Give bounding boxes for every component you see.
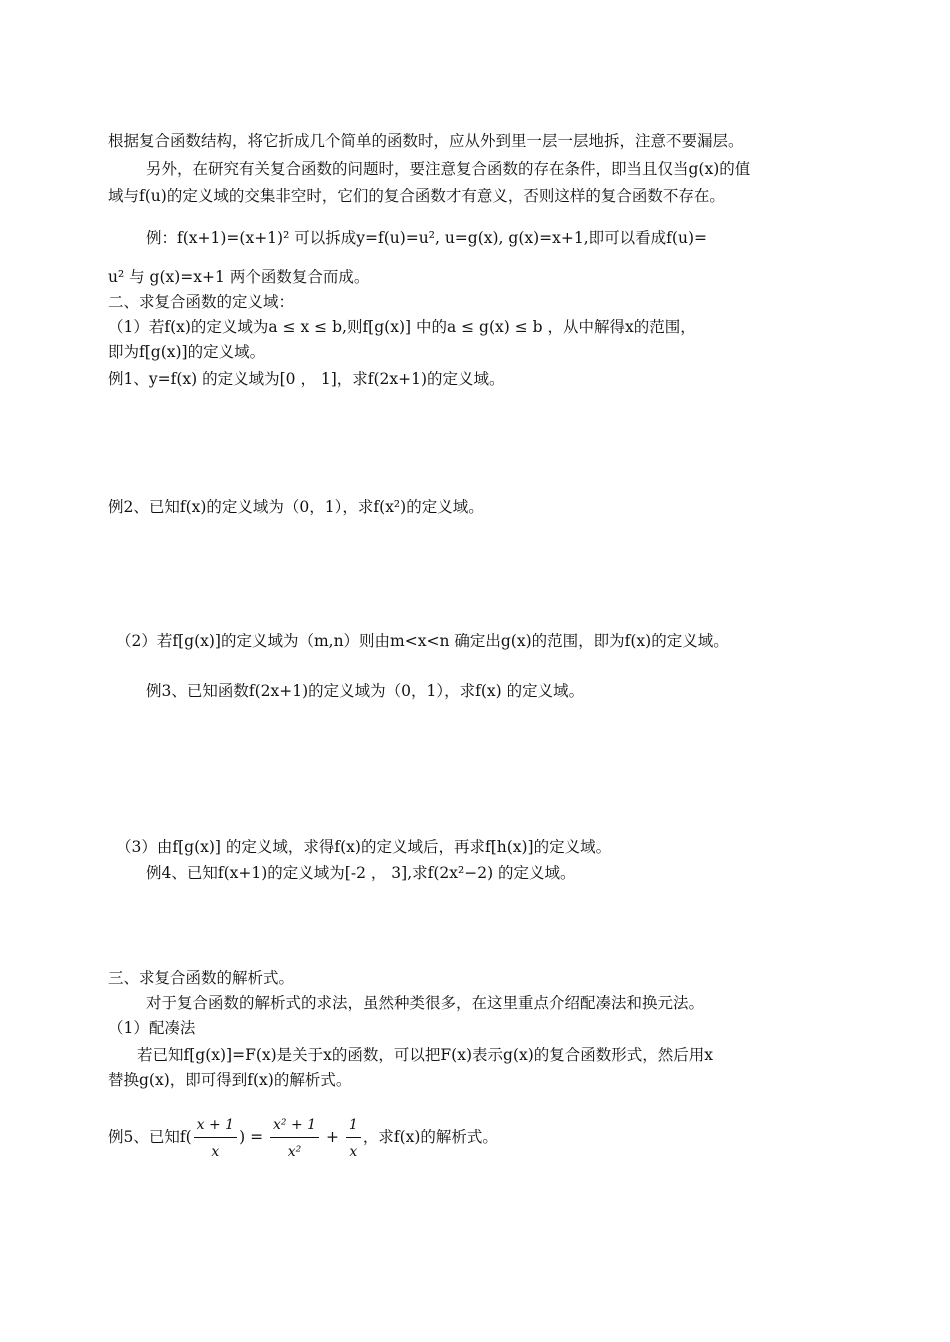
equals-sign: ) =	[239, 1128, 264, 1146]
text-line: （3）由f[g(x)] 的定义域，求得f(x)的定义域后，再求f[h(x)]的定义域。	[116, 838, 612, 856]
example-line: 例2、已知f(x)的定义域为（0，1），求f(x²)的定义域。	[108, 498, 484, 516]
text-line: 域与f(u)的定义域的交集非空时，它们的复合函数才有意义，否则这样的复合函数不存在。	[108, 187, 725, 205]
subsection-heading: （1）配凑法	[108, 1019, 196, 1037]
example-line: 例4、已知f(x+1)的定义域为[-2 ， 3],求f(2x²−2) 的定义域。	[146, 864, 576, 882]
fraction-2-numerator: x² + 1	[270, 1116, 319, 1138]
example-5-prefix: 例5、已知f(	[108, 1128, 192, 1146]
text-line: 替换g(x)，即可得到f(x)的解析式。	[108, 1071, 352, 1089]
text-line: 另外，在研究有关复合函数的问题时，要注意复合函数的存在条件，即当且仅当g(x)的值	[146, 160, 751, 178]
fraction-2	[270, 1116, 319, 1161]
text-line: 若已知f[g(x)]=F(x)是关于x的函数，可以把F(x)表示g(x)的复合函数形式，然后用x	[137, 1046, 713, 1064]
fraction-1-denominator: x	[211, 1143, 220, 1160]
example-line: 例3、已知函数f(2x+1)的定义域为（0，1），求f(x) 的定义域。	[146, 682, 585, 700]
fraction-1-numerator: x + 1	[194, 1116, 237, 1138]
fraction-3-denominator: x	[349, 1143, 358, 1160]
fraction-3-numerator: 1	[346, 1116, 361, 1138]
plus-sign: +	[325, 1128, 339, 1146]
text-line: （1）若f(x)的定义域为a ≤ x ≤ b,则f[g(x)] 中的a ≤ g(x) ≤ b ，从中解得x的范围，	[108, 318, 696, 336]
section-heading: 三、求复合函数的解析式。	[108, 969, 295, 987]
text-line: u² 与 g(x)=x+1 两个函数复合而成。	[108, 268, 370, 286]
section-heading: 二、求复合函数的定义域：	[108, 293, 295, 311]
text-line: 即为f[g(x)]的定义域。	[108, 343, 266, 361]
example-line: 例1、y=f(x) 的定义域为[0 ， 1]，求f(2x+1)的定义域。	[108, 370, 505, 388]
fraction-2-denominator: x²	[287, 1143, 302, 1160]
example-5-suffix: ，求f(x)的解析式。	[362, 1128, 498, 1146]
text-line: 根据复合函数结构，将它折成几个简单的函数时，应从外到里一层一层地拆，注意不要漏层。	[108, 132, 744, 150]
example-5-line	[108, 1114, 848, 1161]
fraction-3	[346, 1116, 361, 1161]
text-line: 对于复合函数的解析式的求法，虽然种类很多，在这里重点介绍配凑法和换元法。	[146, 994, 705, 1012]
text-line: （2）若f[g(x)]的定义域为（m,n）则由m<x<n 确定出g(x)的范围，即为f(x)的定义域。	[116, 632, 729, 650]
example-line: 例：f(x+1)=(x+1)² 可以拆成y=f(u)=u², u=g(x), g(x)=x+1,即可以看成f(u)=	[146, 229, 707, 247]
fraction-1	[194, 1116, 237, 1161]
